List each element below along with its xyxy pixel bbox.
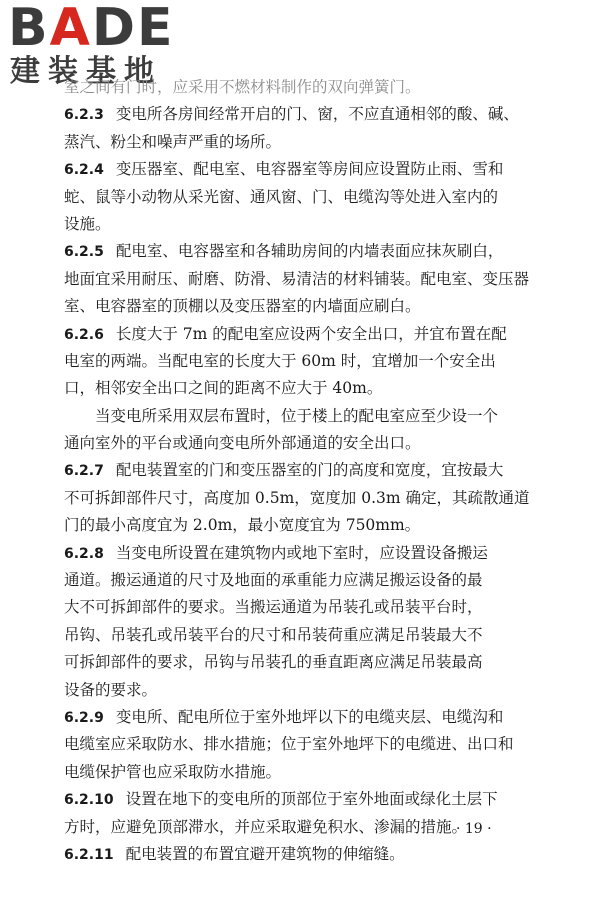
line-text: 电缆室应采取防水、排水措施；位于室外地坪下的电缆进、出口和 [64, 735, 514, 754]
clause-number: 6.2.8 [64, 545, 104, 562]
text-line [64, 786, 524, 813]
text-line [64, 759, 524, 786]
line-text: 设施。 [64, 214, 111, 233]
text-line [64, 704, 524, 731]
text-line [64, 211, 524, 238]
text-line [64, 567, 524, 594]
text-line [64, 156, 524, 183]
text-line [64, 540, 524, 567]
line-text: 当变电所设置在建筑物内或地下室时，应设置设备搬运 [115, 543, 488, 562]
line-text: 长度大于 7m 的配电室应设两个安全出口，并宜布置在配 [115, 324, 507, 343]
line-text: 配电装置室的门和变压器室的门的高度和宽度，宜按最大 [115, 461, 504, 480]
text-line [64, 238, 524, 265]
line-text: 吊钩、吊装孔或吊装平台的尺寸和吊装荷重应满足吊装最大不 [64, 625, 483, 644]
text-line [64, 184, 524, 211]
line-text: 室、电容器室的顶棚以及变压器室的内墙面应刷白。 [64, 297, 421, 316]
text-line [64, 321, 524, 348]
line-text: 当变电所采用双层布置时，位于楼上的配电室应至少设一个 [95, 406, 499, 425]
text-line [64, 266, 530, 293]
logo-letter-a: A [49, 0, 92, 58]
text-line [64, 457, 524, 484]
line-text: 门的最小高度宜为 2.0m，最小宽度宜为 750mm。 [64, 516, 421, 535]
logo-subtitle: 建装基地 [10, 54, 162, 89]
text-line [64, 841, 524, 868]
text-line [64, 814, 524, 841]
clause-number: 6.2.6 [64, 326, 104, 343]
line-text: 设备的要求。 [64, 680, 158, 699]
clause-number: 6.2.10 [64, 792, 114, 809]
text-line [64, 731, 524, 758]
text-line [64, 485, 530, 512]
clause-number: 6.2.7 [64, 463, 104, 480]
clause-number: 6.2.5 [64, 244, 104, 261]
line-text: 蛇、鼠等小动物从采光窗、通风窗、门、电缆沟等处进入室内的 [64, 187, 499, 206]
line-text: 变电所各房间经常开启的门、窗，不应直通相邻的酸、碱、 [115, 105, 519, 124]
text-line [64, 677, 524, 704]
text-line [64, 74, 524, 101]
page-number: · 19 · [456, 821, 492, 837]
line-text: 大不可拆卸部件的要求。当搬运通道为吊装孔或吊装平台时， [64, 598, 483, 617]
line-text: 室之间有门时，应采用不燃材料制作的双向弹簧门。 [64, 78, 421, 96]
line-text: 变电所、配电所位于室外地坪以下的电缆夹层、电缆沟和 [115, 707, 504, 726]
text-line [64, 403, 524, 430]
line-text: 通向室外的平台或通向变电所外部通道的安全出口。 [64, 434, 421, 453]
logo-letters-de: DE [91, 0, 175, 58]
document-body [64, 74, 530, 868]
clause-number: 6.2.3 [64, 107, 104, 124]
line-text: 不可拆卸部件尺寸，高度加 0.5m，宽度加 0.3m 确定，其疏散通道 [64, 488, 530, 507]
line-text: 蒸汽、粉尘和噪声严重的场所。 [64, 132, 282, 151]
logo-letter-b: B [8, 0, 50, 58]
line-text: 通道。搬运通道的尺寸及地面的承重能力应满足搬运设备的最 [64, 571, 483, 590]
text-line [64, 430, 524, 457]
line-text: 配电室、电容器室和各辅助房间的内墙表面应抹灰刷白， [115, 242, 504, 261]
text-line [64, 649, 524, 676]
line-text: 口，相邻安全出口之间的距离不应大于 40m。 [64, 379, 383, 398]
text-line [64, 594, 524, 621]
clause-number: 6.2.9 [64, 709, 104, 726]
text-line [64, 622, 524, 649]
text-line [64, 129, 524, 156]
logo-wordmark [8, 0, 175, 58]
clause-number: 6.2.11 [64, 846, 114, 863]
text-line [64, 101, 524, 128]
line-text: 配电装置的布置宜避开建筑物的伸缩缝。 [125, 844, 405, 863]
line-text: 地面宜采用耐压、耐磨、防滑、易清洁的材料铺装。配电室、变压器 [64, 269, 530, 288]
line-text: 设置在地下的变电所的顶部位于室外地面或绿化土层下 [125, 790, 498, 809]
line-text: 变压器室、配电室、电容器室等房间应设置防止雨、雪和 [115, 160, 504, 179]
text-line [64, 375, 524, 402]
clause-number: 6.2.4 [64, 162, 104, 179]
text-line [64, 293, 524, 320]
line-text: 方时，应避免顶部滞水，并应采取避免积水、渗漏的措施。 [64, 817, 468, 836]
line-text: 可拆卸部件的要求，吊钩与吊装孔的垂直距离应满足吊装最高 [64, 653, 483, 672]
line-text: 电室的两端。当配电室的长度大于 60m 时，宜增加一个安全出 [64, 351, 496, 370]
text-line [64, 512, 524, 539]
text-line [64, 348, 524, 375]
line-text: 电缆保护管也应采取防水措施。 [64, 762, 282, 781]
